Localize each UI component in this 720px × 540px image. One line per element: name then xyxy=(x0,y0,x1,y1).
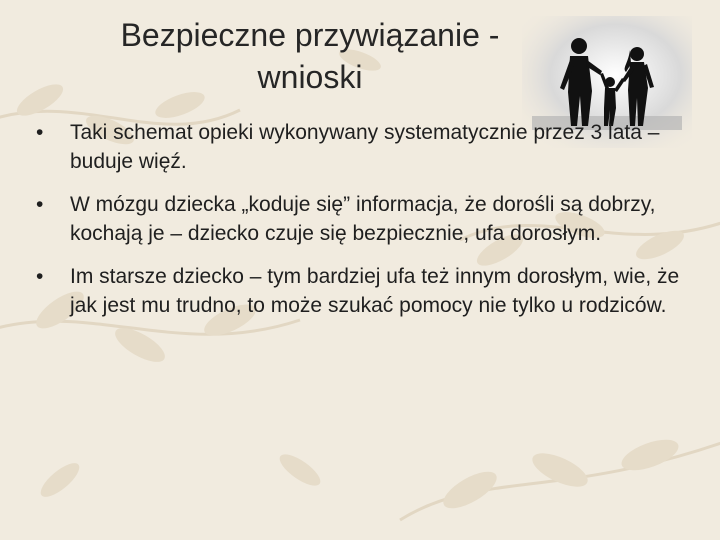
bullet-glyph: • xyxy=(36,265,44,288)
bullet-text: Im starsze dziecko – tym bardziej ufa też innym dorosłym, wie, że jak jest mu trudno, to może szukać pomocy nie tylko u rodziców. xyxy=(70,265,680,317)
bullet-item xyxy=(30,190,690,248)
bullet-glyph: • xyxy=(36,193,44,216)
title-line-1: Bezpieczne przywiązanie - xyxy=(120,17,500,53)
slide-title xyxy=(40,14,580,98)
title-line-2: wnioski xyxy=(257,59,363,95)
bullet-item xyxy=(30,262,690,320)
bullet-list xyxy=(30,118,690,334)
bullet-item xyxy=(30,118,690,176)
bullet-text: W mózgu dziecka „koduje się” informacja, że dorośli są dobrzy, kochają je – dziecko czuje się bezpiecznie, ufa dorosłym. xyxy=(70,193,656,245)
bullet-text: Taki schemat opieki wykonywany systematycznie przez 3 lata – buduje więź. xyxy=(70,121,660,173)
bullet-glyph: • xyxy=(36,121,44,144)
